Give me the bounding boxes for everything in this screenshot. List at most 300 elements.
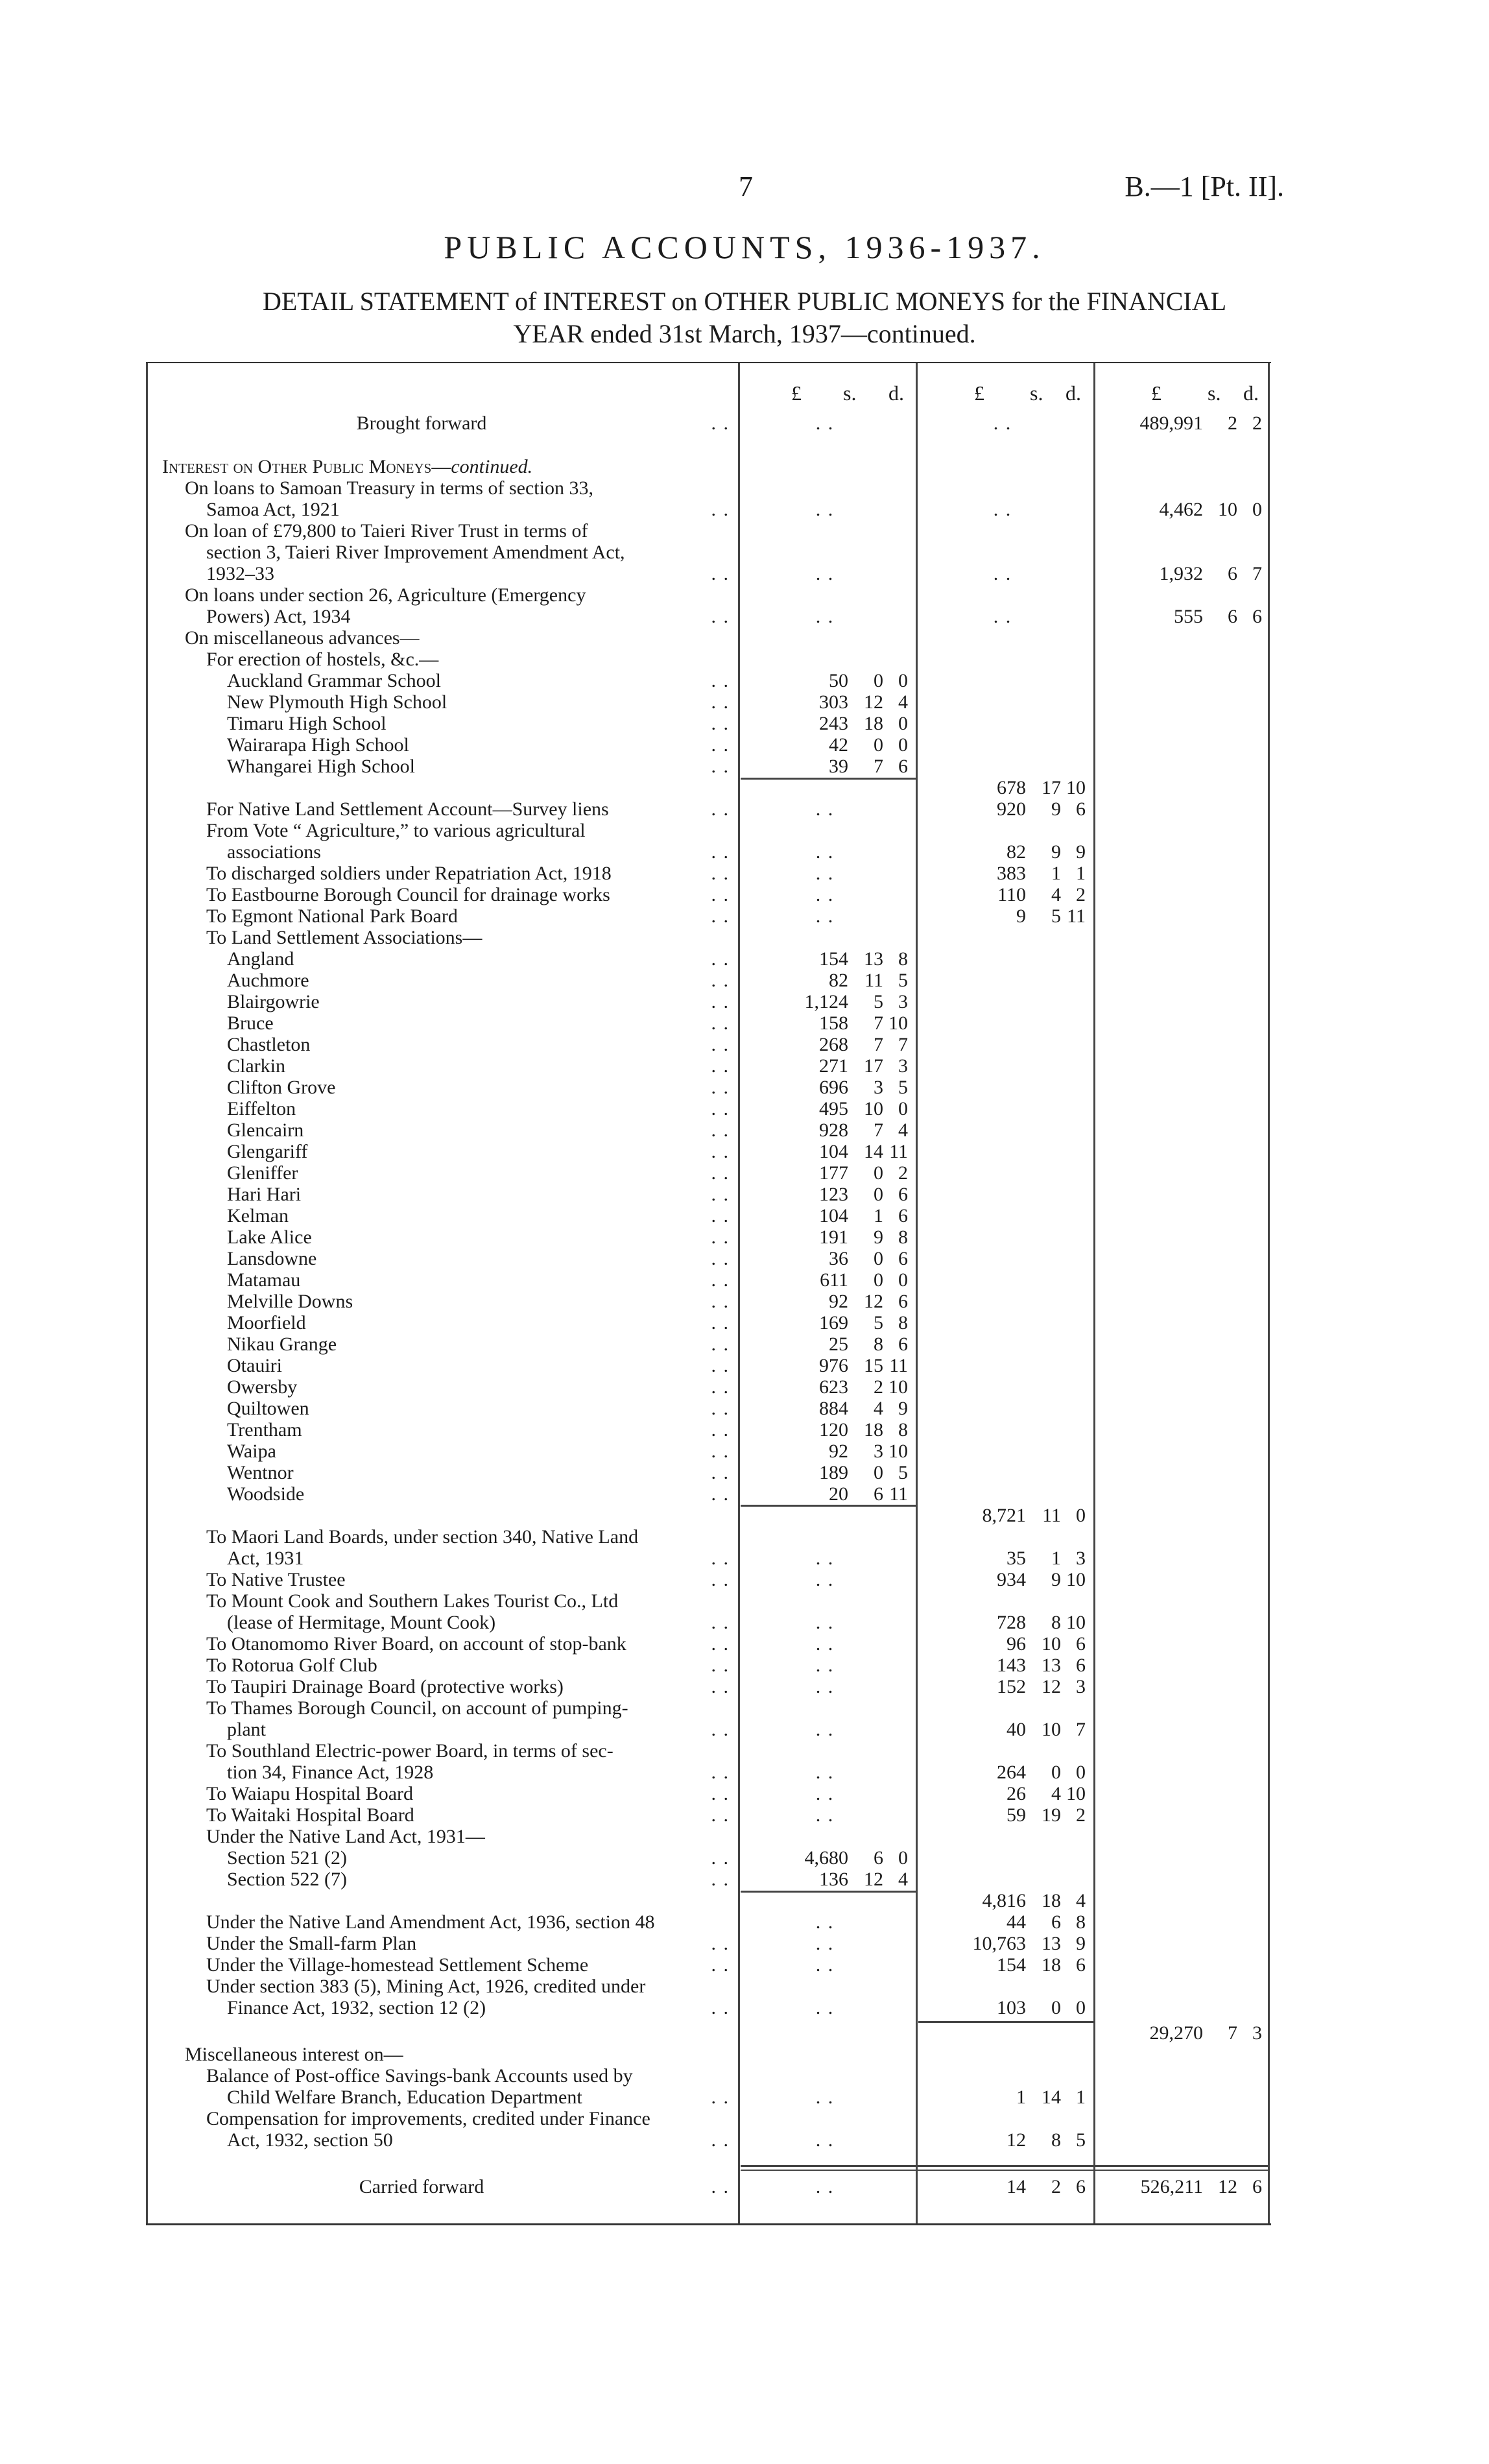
nil-amount: . . [815,1676,835,1697]
amount-pence: 9 [1076,841,1086,863]
row-label: Glengariff [227,1141,308,1162]
leader-dots: . . [711,606,730,627]
row-label: Chastleton [227,1034,311,1055]
amount-pounds: 110 [997,884,1026,905]
leader-dots: . . [711,1162,730,1184]
amount-pounds: 611 [820,1269,848,1291]
amount-shillings: 4 [874,1398,883,1419]
table-row [0,2087,1489,2108]
row-label: Timaru High School [227,713,387,734]
leader-dots: . . [711,1548,730,1569]
amount-pence: 6 [1076,798,1086,820]
amount-shillings: 6 [1228,563,1237,584]
amount-pence: 3 [1076,1676,1086,1697]
table-row [0,1719,1489,1740]
amount-pounds: 12 [1007,2129,1026,2151]
amount-pence: 0 [1076,1997,1086,2018]
amount-pounds: 20 [829,1483,848,1505]
leader-dots: . . [711,1719,730,1740]
amount-pence: 6 [1076,1655,1086,1676]
amount-shillings: 14 [1042,2087,1061,2108]
amount-pounds: 928 [819,1119,848,1141]
amount-shillings: 6 [1051,1911,1061,1933]
amount-pence: 6 [1076,1954,1086,1976]
leader-dots: . . [711,1098,730,1119]
leader-dots: . . [711,1483,730,1505]
leader-dots: . . [711,1612,730,1633]
amount-shillings: 8 [1051,1612,1061,1633]
leader-dots: . . [711,2087,730,2108]
row-label: Finance Act, 1932, section 12 (2) [227,1997,486,2018]
row-label: (lease of Hermitage, Mount Cook) [227,1612,496,1633]
table-row [0,520,1489,542]
table-row [0,884,1489,905]
row-label: Clifton Grove [227,1077,336,1098]
row-label: Gleniffer [227,1162,298,1184]
amount-pounds: 82 [829,970,848,991]
table-row [0,2065,1489,2087]
row-label: To Mount Cook and Southern Lakes Tourist Co., Ltd [206,1590,619,1612]
leader-dots: . . [711,1205,730,1226]
leader-dots: . . [711,863,730,884]
amount-pence: 2 [1076,884,1086,905]
amount-pounds: 976 [819,1355,848,1376]
table-row [0,1376,1489,1398]
amount-shillings: 2 [1051,2176,1061,2197]
row-label: Powers) Act, 1934 [206,606,351,627]
leader-dots: . . [711,1569,730,1590]
table-row [0,927,1489,948]
amount-pence: 6 [898,756,908,777]
row-label: For Native Land Settlement Account—Survey liens [206,798,609,820]
amount-shillings: 9 [1051,1569,1061,1590]
nil-amount: . . [815,1933,835,1954]
leader-dots: . . [711,1141,730,1162]
amount-pence: 11 [889,1355,908,1376]
amount-shillings: 7 [874,1119,883,1141]
table-row [0,1911,1489,1933]
table-row [0,1526,1489,1548]
amount-shillings: 18 [1042,1890,1061,1911]
table-row [0,1505,1489,1526]
row-label: Under the Small-farm Plan [206,1933,417,1954]
table-row [0,1334,1489,1355]
amount-pence: 7 [898,1034,908,1055]
table-row [0,1954,1489,1976]
amount-pence: 2 [1076,1804,1086,1826]
row-label: section 3, Taieri River Improvement Amendment Act, [206,542,625,563]
leader-dots: . . [711,1954,730,1976]
table-row [0,970,1489,991]
nil-amount: . . [815,1783,835,1804]
amount-pence: 4 [898,1119,908,1141]
leader-dots: . . [711,1655,730,1676]
amount-pence: 10 [1066,1783,1086,1804]
amount-shillings: 10 [864,1098,883,1119]
row-label: To Eastbourne Borough Council for drainage works [206,884,610,905]
amount-pounds: 191 [819,1226,848,1248]
leader-dots: . . [711,1398,730,1419]
nil-amount: . . [815,884,835,905]
statement-subtitle [130,285,1359,350]
table-row [0,1419,1489,1441]
row-label: Miscellaneous interest on— [185,2044,403,2065]
row-label: Clarkin [227,1055,285,1077]
table-row [0,1205,1489,1226]
amount-shillings: 8 [1051,2129,1061,2151]
leader-dots: . . [711,670,730,691]
amount-shillings: 12 [864,1291,883,1312]
table-row [0,948,1489,970]
row-label: Matamau [227,1269,301,1291]
nil-amount: . . [815,2087,835,2108]
nil-amount: . . [815,499,835,520]
amount-pence: 10 [888,1012,908,1034]
table-row [0,456,1489,477]
amount-pounds: 268 [819,1034,848,1055]
amount-pence: 5 [898,1077,908,1098]
nil-amount: . . [993,563,1012,584]
leader-dots: . . [711,1997,730,2018]
table-row [0,670,1489,691]
amount-pounds: 104 [819,1141,848,1162]
leader-dots: . . [711,1184,730,1205]
row-label: Melville Downs [227,1291,353,1312]
nil-amount: . . [993,499,1012,520]
row-label: Moorfield [227,1312,306,1334]
amount-pounds: 678 [997,777,1026,798]
leader-dots: . . [711,991,730,1012]
amount-pounds: 4,462 [1159,499,1203,520]
amount-pence: 0 [898,1098,908,1119]
leader-dots: . . [711,884,730,905]
leader-dots: . . [711,691,730,713]
amount-pounds: 243 [819,713,848,734]
amount-pounds: 25 [829,1334,848,1355]
nil-amount: . . [993,413,1012,434]
amount-shillings: 6 [1228,606,1237,627]
row-label: Nikau Grange [227,1334,337,1355]
amount-pounds: 40 [1007,1719,1026,1740]
subtitle-line-2: YEAR ended 31st March, 1937—continued. [513,319,976,348]
table-row [0,1869,1489,1890]
amount-pounds: 489,991 [1139,413,1203,434]
nil-amount: . . [815,563,835,584]
row-label: 1932–33 [206,563,274,584]
row-label: To Egmont National Park Board [206,905,458,927]
row-label: Kelman [227,1205,289,1226]
table-row [0,2044,1489,2065]
amount-pence: 6 [1076,2176,1086,2197]
amount-pounds: 92 [829,1441,848,1462]
leader-dots: . . [711,1847,730,1869]
amount-pence: 0 [1252,499,1262,520]
row-label: On miscellaneous advances— [185,627,420,649]
amount-shillings: 0 [1051,1997,1061,2018]
leader-dots: . . [711,1933,730,1954]
col3-pence-header: d. [1243,381,1259,405]
amount-pence: 10 [1066,777,1086,798]
amount-shillings: 15 [864,1355,883,1376]
leader-dots: . . [711,1119,730,1141]
amount-shillings: 0 [874,1269,883,1291]
table-row [0,1269,1489,1291]
table-row [0,756,1489,777]
table-bottom-rule [146,2223,1271,2225]
table-row [0,1077,1489,1098]
table-row [0,1697,1489,1719]
amount-shillings: 9 [1051,841,1061,863]
amount-pounds: 623 [819,1376,848,1398]
table-row [0,798,1489,820]
amount-shillings: 1 [874,1205,883,1226]
amount-pounds: 728 [997,1612,1026,1633]
row-label: Section 521 (2) [227,1847,347,1869]
table-row [0,1633,1489,1655]
amount-shillings: 0 [874,734,883,756]
amount-pence: 6 [898,1184,908,1205]
amount-shillings: 7 [1228,2022,1237,2044]
leader-dots: . . [711,1419,730,1441]
amount-pounds: 50 [829,670,848,691]
table-row [0,1162,1489,1184]
amount-shillings: 17 [864,1055,883,1077]
leader-dots: . . [711,1312,730,1334]
amount-pence: 2 [1252,413,1262,434]
row-label: To Taupiri Drainage Board (protective works) [206,1676,564,1697]
amount-pounds: 1,124 [804,991,848,1012]
amount-pence: 4 [1076,1890,1086,1911]
nil-amount: . . [815,2176,835,2197]
amount-shillings: 4 [1051,884,1061,905]
leader-dots: . . [711,2129,730,2151]
amount-shillings: 13 [1042,1933,1061,1954]
row-label: Whangarei High School [227,756,415,777]
nil-amount: . . [815,863,835,884]
amount-pounds: 271 [819,1055,848,1077]
carried-forward-rule-top-2 [741,2170,1269,2171]
amount-pence: 10 [1066,1612,1086,1633]
row-label: Section 522 (7) [227,1869,347,1890]
carried-forward-rule-top [741,2165,1269,2167]
nil-amount: . . [815,1762,835,1783]
amount-pounds: 177 [819,1162,848,1184]
table-row [0,2129,1489,2151]
amount-shillings: 10 [1042,1719,1061,1740]
amount-pence: 1 [1076,863,1086,884]
amount-shillings: 9 [1051,798,1061,820]
amount-pounds: 29,270 [1149,2022,1203,2044]
amount-shillings: 17 [1042,777,1061,798]
leader-dots: . . [711,1269,730,1291]
amount-shillings: 12 [1218,2176,1237,2197]
part-reference: B.—1 [Pt. II]. [1125,171,1284,202]
amount-pence: 10 [1066,1569,1086,1590]
amount-pence: 0 [898,670,908,691]
amount-pence: 3 [898,991,908,1012]
amount-pence: 9 [898,1398,908,1419]
amount-pounds: 884 [819,1398,848,1419]
nil-amount: . . [815,1633,835,1655]
amount-pounds: 9 [1016,905,1026,927]
amount-shillings: 6 [874,1847,883,1869]
table-row [0,1055,1489,1077]
amount-pounds: 555 [1174,606,1203,627]
amount-pence: 11 [889,1483,908,1505]
leader-dots: . . [711,1804,730,1826]
leader-dots: . . [711,841,730,863]
amount-shillings: 9 [874,1226,883,1248]
amount-pence: 3 [1076,1548,1086,1569]
amount-pence: 0 [898,1847,908,1869]
amount-pounds: 10,763 [972,1933,1026,1954]
amount-shillings: 12 [864,691,883,713]
leader-dots: . . [711,1034,730,1055]
col1-pounds-header: £ [791,381,802,405]
table-row [0,649,1489,670]
row-label: Trentham [227,1419,302,1441]
amount-pence: 11 [1067,905,1086,927]
nil-amount: . . [815,413,835,434]
amount-pence: 7 [1076,1719,1086,1740]
row-label: Compensation for improvements, credited under Finance [206,2108,650,2129]
nil-amount: . . [815,1804,835,1826]
amount-pence: 0 [1076,1505,1086,1526]
leader-dots: . . [711,1355,730,1376]
col1-pence-header: d. [888,381,904,405]
amount-pounds: 39 [829,756,848,777]
page-title: PUBLIC ACCOUNTS, 1936-1937. [444,229,1045,265]
col1-shillings-header: s. [843,381,857,405]
amount-pounds: 4,680 [804,1847,848,1869]
leader-dots: . . [711,1012,730,1034]
amount-pence: 7 [1252,563,1262,584]
amount-pence: 0 [898,1269,908,1291]
table-row [0,1119,1489,1141]
amount-shillings: 19 [1042,1804,1061,1826]
amount-pence: 4 [898,691,908,713]
table-row [0,1762,1489,1783]
table-row [0,1826,1489,1847]
table-row [0,1783,1489,1804]
amount-pence: 11 [889,1141,908,1162]
row-label: For erection of hostels, &c.— [206,649,439,670]
table-row [0,1012,1489,1034]
table-row [0,820,1489,841]
row-label: To Waiapu Hospital Board [206,1783,414,1804]
nil-amount: . . [815,1548,835,1569]
row-label: Otauiri [227,1355,282,1376]
nil-amount: . . [993,606,1012,627]
amount-pounds: 4,816 [982,1890,1026,1911]
table-row [0,2022,1489,2044]
amount-shillings: 0 [874,1462,883,1483]
amount-pounds: 96 [1007,1633,1026,1655]
amount-shillings: 5 [874,991,883,1012]
col3-pounds-header: £ [1151,381,1161,405]
row-label: Bruce [227,1012,274,1034]
leader-dots: . . [711,1248,730,1269]
table-row [0,1462,1489,1483]
row-label: Act, 1931 [227,1548,304,1569]
row-label: Lake Alice [227,1226,312,1248]
table-row [0,1034,1489,1055]
amount-shillings: 18 [864,713,883,734]
table-row [0,1141,1489,1162]
amount-pounds: 35 [1007,1548,1026,1569]
amount-shillings: 2 [1228,413,1237,434]
leader-dots: . . [711,734,730,756]
table-row [0,1248,1489,1269]
row-label: Auckland Grammar School [227,670,441,691]
row-label: Interest on Other Public Moneys—continued. [162,456,533,477]
amount-pounds: 1 [1016,2087,1026,2108]
table-row [0,1997,1489,2018]
leader-dots: . . [711,1376,730,1398]
table-row [0,413,1489,434]
amount-pounds: 42 [829,734,848,756]
nil-amount: . . [815,798,835,820]
leader-dots: . . [711,948,730,970]
table-row [0,563,1489,584]
row-label: To Thames Borough Council, on account of pumping- [206,1697,628,1719]
amount-pence: 2 [898,1162,908,1184]
leader-dots: . . [711,1291,730,1312]
row-label: Under the Village-homestead Settlement Scheme [206,1954,589,1976]
col2-pounds-header: £ [974,381,984,405]
amount-pence: 1 [1076,2087,1086,2108]
amount-shillings: 0 [874,1248,883,1269]
amount-pounds: 26 [1007,1783,1026,1804]
leader-dots: . . [711,713,730,734]
table-row [0,991,1489,1012]
leader-dots: . . [711,756,730,777]
table-row [0,1291,1489,1312]
leader-dots: . . [711,2176,730,2197]
row-label: Quiltowen [227,1398,309,1419]
leader-dots: . . [711,1762,730,1783]
amount-shillings: 7 [874,1012,883,1034]
leader-dots: . . [711,413,730,434]
table-row [0,1847,1489,1869]
amount-pence: 4 [898,1869,908,1890]
leader-dots: . . [711,1633,730,1655]
table-row [0,1890,1489,1911]
amount-pounds: 696 [819,1077,848,1098]
amount-shillings: 12 [1042,1676,1061,1697]
table-row [0,713,1489,734]
table-row [0,1355,1489,1376]
leader-dots: . . [711,1334,730,1355]
table-row [0,542,1489,563]
table-row [0,1483,1489,1505]
amount-pounds: 1,932 [1159,563,1203,584]
row-label: Under the Native Land Amendment Act, 1936, section 48 [206,1911,655,1933]
row-label: plant [227,1719,266,1740]
row-label: Angland [227,948,294,970]
col2-shillings-header: s. [1030,381,1043,405]
leader-dots: . . [711,1869,730,1890]
amount-pence: 0 [1076,1762,1086,1783]
row-label: Glencairn [227,1119,304,1141]
nil-amount: . . [815,841,835,863]
amount-pence: 9 [1076,1933,1086,1954]
table-row [0,734,1489,756]
amount-pence: 6 [1252,606,1262,627]
row-label: To Waitaki Hospital Board [206,1804,414,1826]
table-row [0,477,1489,499]
amount-pence: 0 [898,734,908,756]
